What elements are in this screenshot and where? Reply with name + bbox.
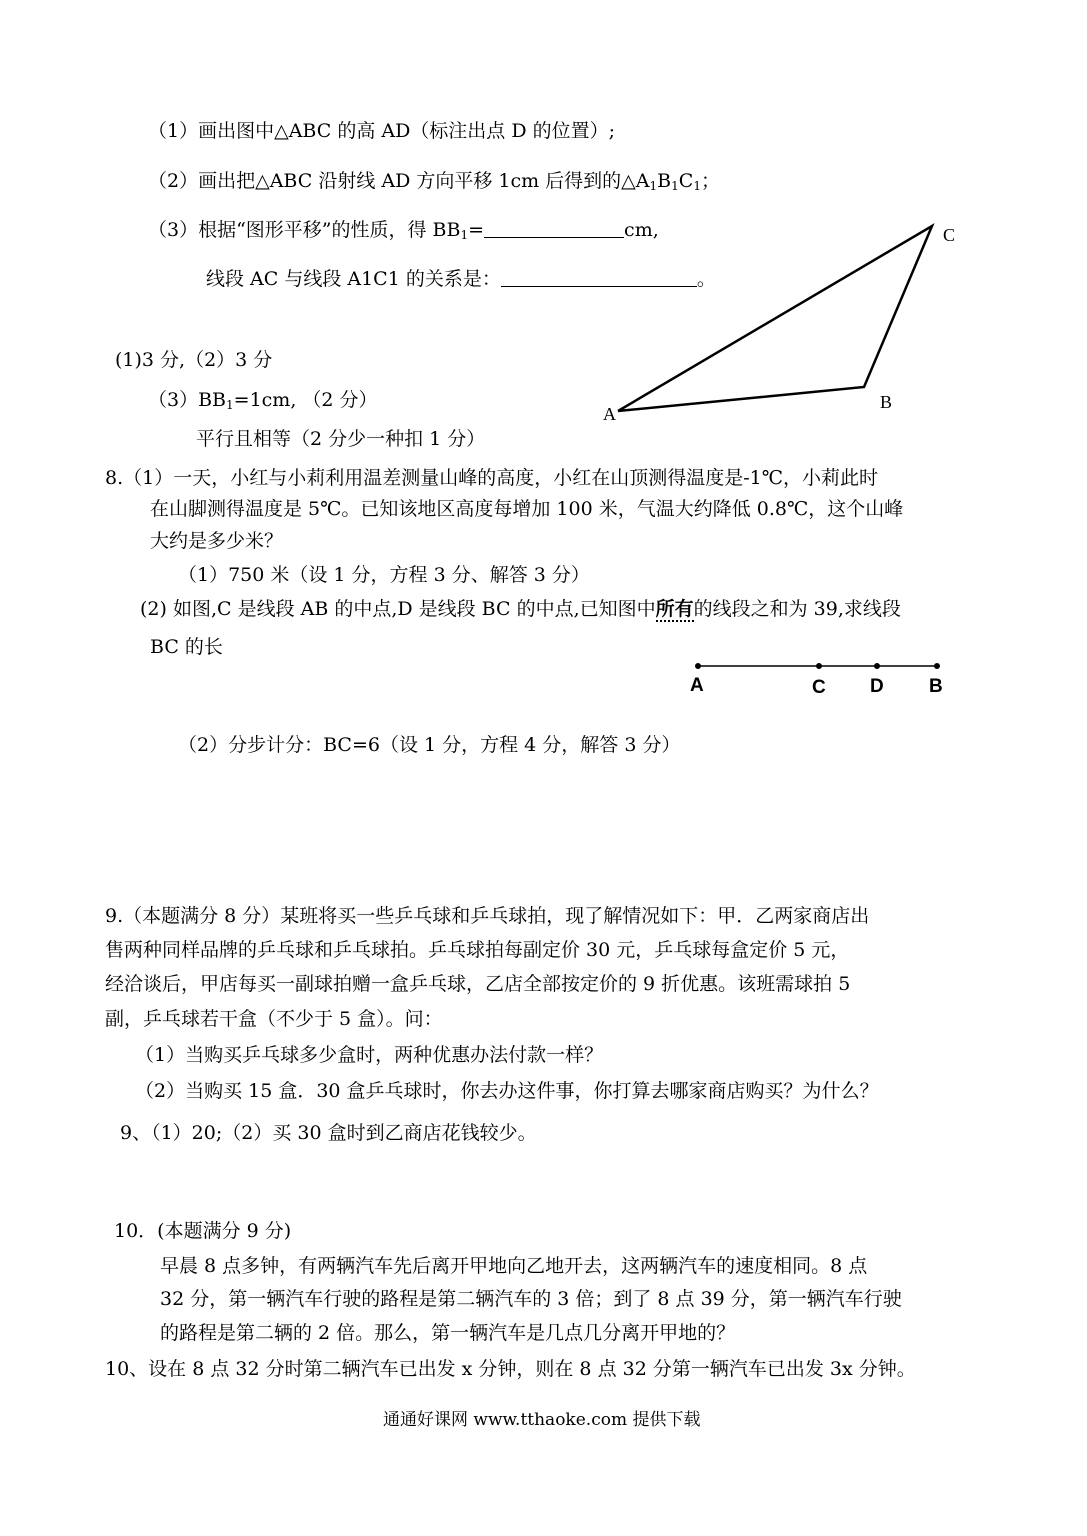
q10-line3: 的路程是第二辆的 2 倍。那么，第一辆汽车是几点几分离开甲地的？ <box>160 1322 736 1344</box>
point-b <box>934 663 940 669</box>
q10-line2: 32 分，第一辆汽车行驶的路程是第二辆汽车的 3 倍；到了 8 点 39 分，第一辆汽车行驶 <box>160 1288 902 1310</box>
q8-line2: 在山脚测得温度是 5℃。已知该地区高度每增加 100 米，气温大约降低 0.8℃，这个山峰 <box>150 498 904 520</box>
q8-answer-2: （2）分步计分：BC=6（设 1 分，方程 4 分，解答 3 分） <box>178 734 681 756</box>
triangle-abc <box>618 226 932 411</box>
label-seg-b: B <box>929 676 943 697</box>
page-footer: 通通好课网 www.tthaoke.com 提供下载 <box>383 1410 701 1430</box>
q10-line1: 早晨 8 点多钟，有两辆汽车先后离开甲地向乙地开去，这两辆汽车的速度相同。8 点 <box>160 1255 868 1277</box>
label-seg-d: D <box>870 676 884 697</box>
label-c: C <box>943 225 956 245</box>
q7-answer-relation: 平行且相等（2 分少一种扣 1 分） <box>196 428 486 450</box>
label-a: A <box>603 404 616 424</box>
q7-relation-question: 线段 AC 与线段 A1C1 的关系是： 。 <box>206 268 716 290</box>
q8-answer-1: （1）750 米（设 1 分，方程 3 分、解答 3 分） <box>178 564 590 586</box>
point-d <box>874 663 880 669</box>
point-a <box>695 663 701 669</box>
q10-header: 10．(本题满分 9 分) <box>114 1220 292 1242</box>
label-seg-c: C <box>812 677 826 698</box>
q9-question-2: （2）当购买 15 盒．30 盒乒乓球时，你去办这件事，你打算去哪家商店购买？为什么？ <box>135 1080 879 1102</box>
label-b: B <box>880 392 893 412</box>
q9-line1: 9.（本题满分 8 分）某班将买一些乒乓球和乒乓球拍，现了解情况如下：甲．乙两家商店出 <box>105 905 870 927</box>
q7-part1: （1）画出图中△ABC 的高 AD（标注出点 D 的位置）; <box>148 120 616 142</box>
q7-part2: （2）画出把△ABC 沿射线 AD 方向平移 1cm 后得到的$\triangle A_1B_1C_1$； <box>148 170 720 193</box>
triangle-abc-figure <box>590 210 980 425</box>
segment-figure <box>680 655 960 700</box>
q9-line2: 售两种同样品牌的乒乓球和乒乓球拍。乒乓球拍每副定价 30 元，乒乓球每盒定价 5 元， <box>105 939 850 961</box>
q9-question-1: （1）当购买乒乓球多少盒时，两种优惠办法付款一样？ <box>135 1044 604 1066</box>
point-c <box>816 663 822 669</box>
q8-line1: 8.（1）一天，小红与小莉利用温差测量山峰的高度，小红在山顶测得温度是-1℃，小莉此时 <box>105 467 878 489</box>
q8-line3: 大约是多少米？ <box>150 530 284 552</box>
q8-part2-line1: (2) 如图,C 是线段 AB 的中点,D 是线段 BC 的中点,已知图中所有的线段之和为 39,求线段 <box>140 598 901 620</box>
q9-line4: 副，乒乓球若干盒（不少于 5 盒）。问： <box>105 1008 443 1030</box>
q9-line3: 经洽谈后，甲店每买一副球拍赠一盒乒乓球，乙店全部按定价的 9 折优惠。该班需球拍 5 <box>105 973 851 995</box>
q10-answer: 10、设在 8 点 32 分时第二辆汽车已出发 x 分钟，则在 8 点 32 分第一辆汽车已出发 3x 分钟。 <box>105 1358 916 1380</box>
q8-part2-line2: BC 的长 <box>150 636 223 658</box>
q7-answer-scores: (1)3 分,（2）3 分 <box>115 349 273 371</box>
label-seg-a: A <box>690 675 704 696</box>
q9-answer: 9、（1）20;（2）买 30 盒时到乙商店花钱较少。 <box>120 1122 537 1144</box>
q7-part3: （3）根据“图形平移”的性质，得 $BB_1=$ cm, <box>148 219 659 242</box>
emphasis-all: 所有 <box>655 598 694 620</box>
q7-answer-3: $(3)BB_1=1cm$, （2 分） <box>148 389 378 412</box>
